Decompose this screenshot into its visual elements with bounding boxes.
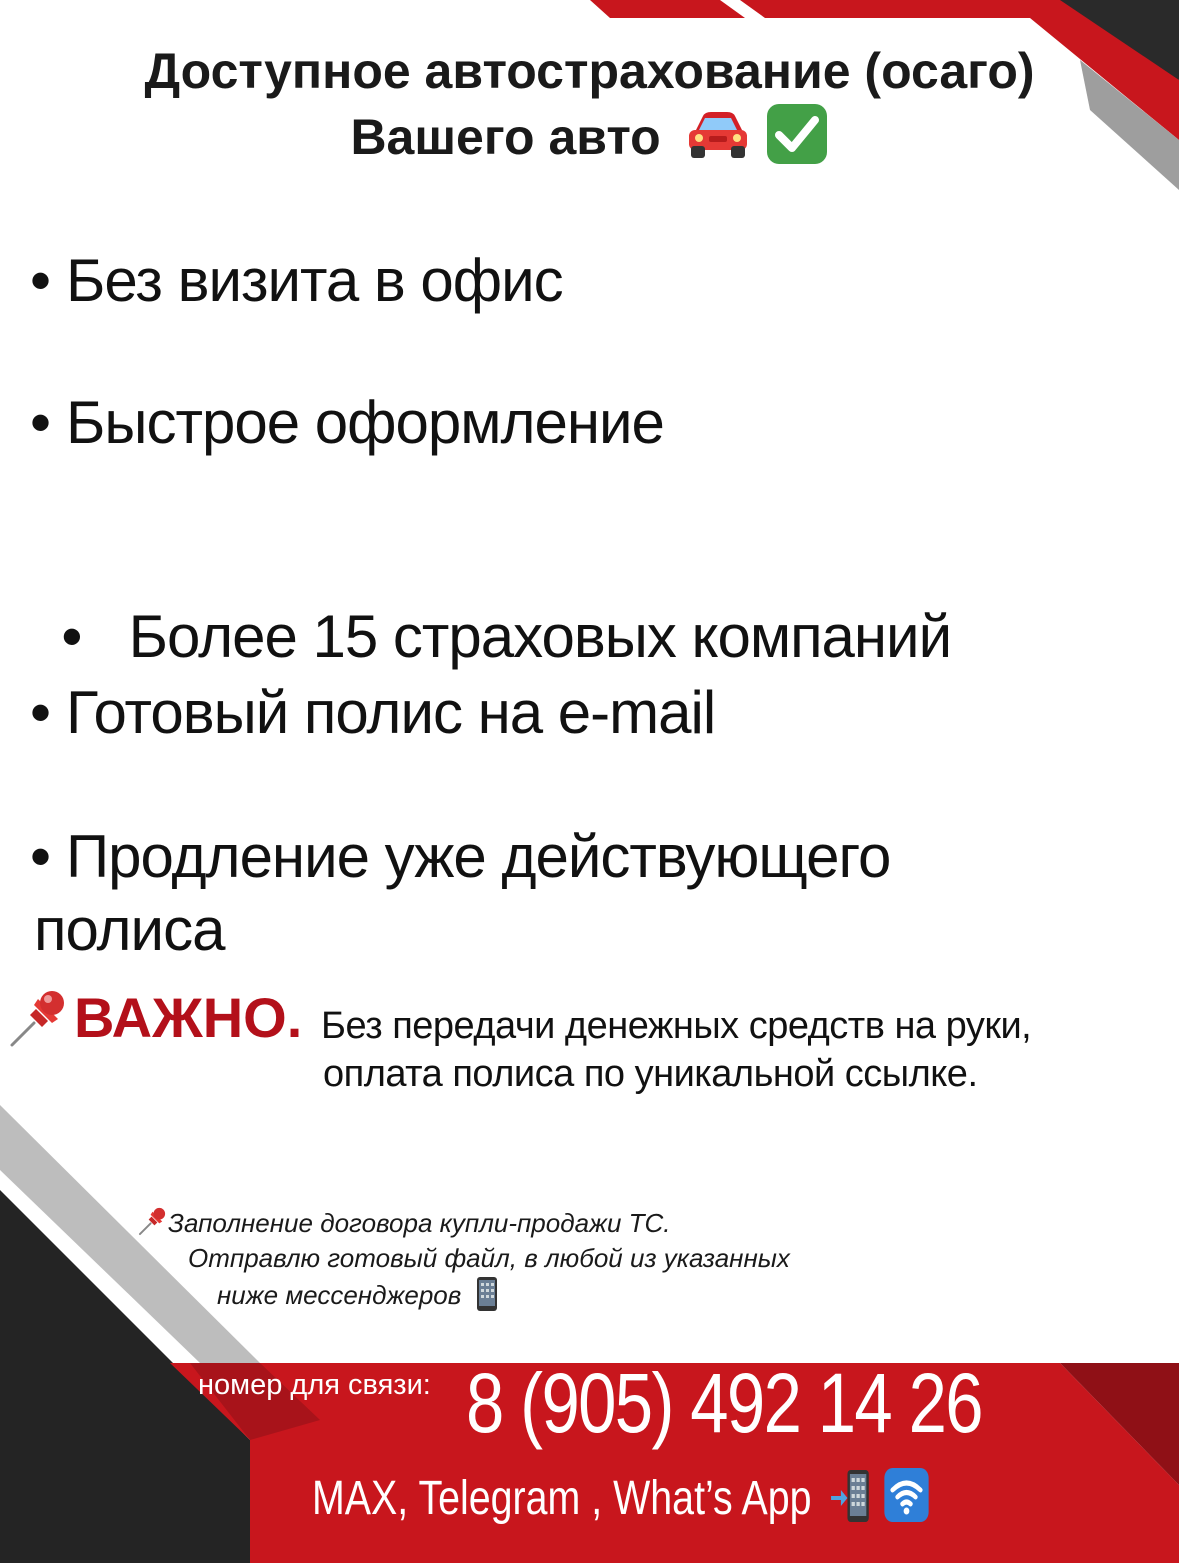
bullet-text: Более 15 страховых компаний <box>97 603 952 670</box>
bullet-dot: • <box>30 247 51 314</box>
page-title <box>0 40 1179 168</box>
bullet-text: Продление уже действующего <box>66 823 891 890</box>
bullet-dot: • <box>61 603 82 670</box>
bullet-continuation: полиса <box>34 896 225 963</box>
contract-note <box>138 1206 790 1313</box>
bullet-text: Быстрое оформление <box>66 389 664 456</box>
title-line-1: Доступное автострахование (осаго) <box>144 43 1035 99</box>
bullet-item-office <box>30 246 563 316</box>
bullet-item-renewal <box>30 822 890 892</box>
bullet-text: Без визита в офис <box>66 247 563 314</box>
bullet-item-companies <box>30 532 951 672</box>
messengers-line <box>312 1466 930 1536</box>
note-line-2: Отправлю готовый файл, в любой из указанных <box>188 1243 790 1273</box>
pushpin-icon <box>8 987 70 1049</box>
bullet-dot: • <box>30 389 51 456</box>
bullet-dot: • <box>30 823 51 890</box>
messenger-icons <box>829 1466 930 1536</box>
car-icon <box>685 110 751 160</box>
messengers-text: MAX, Telegram , What’s App <box>312 1472 812 1525</box>
bullet-item-fast <box>30 388 664 458</box>
mobile-phone-icon <box>475 1276 499 1312</box>
important-line-2: оплата полиса по уникальной ссылке. <box>323 1053 978 1095</box>
bullet-text: Готовый полис на e-mail <box>66 679 716 746</box>
contact-label: номер для связи: <box>198 1369 431 1401</box>
title-line-2 <box>0 102 1179 168</box>
important-text <box>321 1002 1031 1098</box>
check-mark-icon <box>765 102 829 166</box>
mobile-phone-arrow-icon <box>829 1468 872 1524</box>
title-line-2-text: Вашего авто <box>350 109 661 165</box>
wifi-icon <box>883 1466 931 1524</box>
top-red-stripe <box>590 0 745 18</box>
bullet-item-email <box>30 678 715 748</box>
note-line-1: Заполнение договора купли-продажи ТС. <box>168 1208 671 1238</box>
note-line-3-wrap <box>138 1276 790 1313</box>
phone-number[interactable]: 8 (905) 492 14 26 <box>466 1356 982 1450</box>
pushpin-icon <box>138 1206 168 1236</box>
important-line-1: Без передачи денежных средств на руки, <box>321 1005 1032 1047</box>
note-line-1-wrap <box>138 1208 671 1238</box>
note-line-3: ниже мессенджеров <box>217 1280 462 1310</box>
important-label: ВАЖНО. <box>74 986 303 1049</box>
bullet-dot: • <box>30 679 51 746</box>
